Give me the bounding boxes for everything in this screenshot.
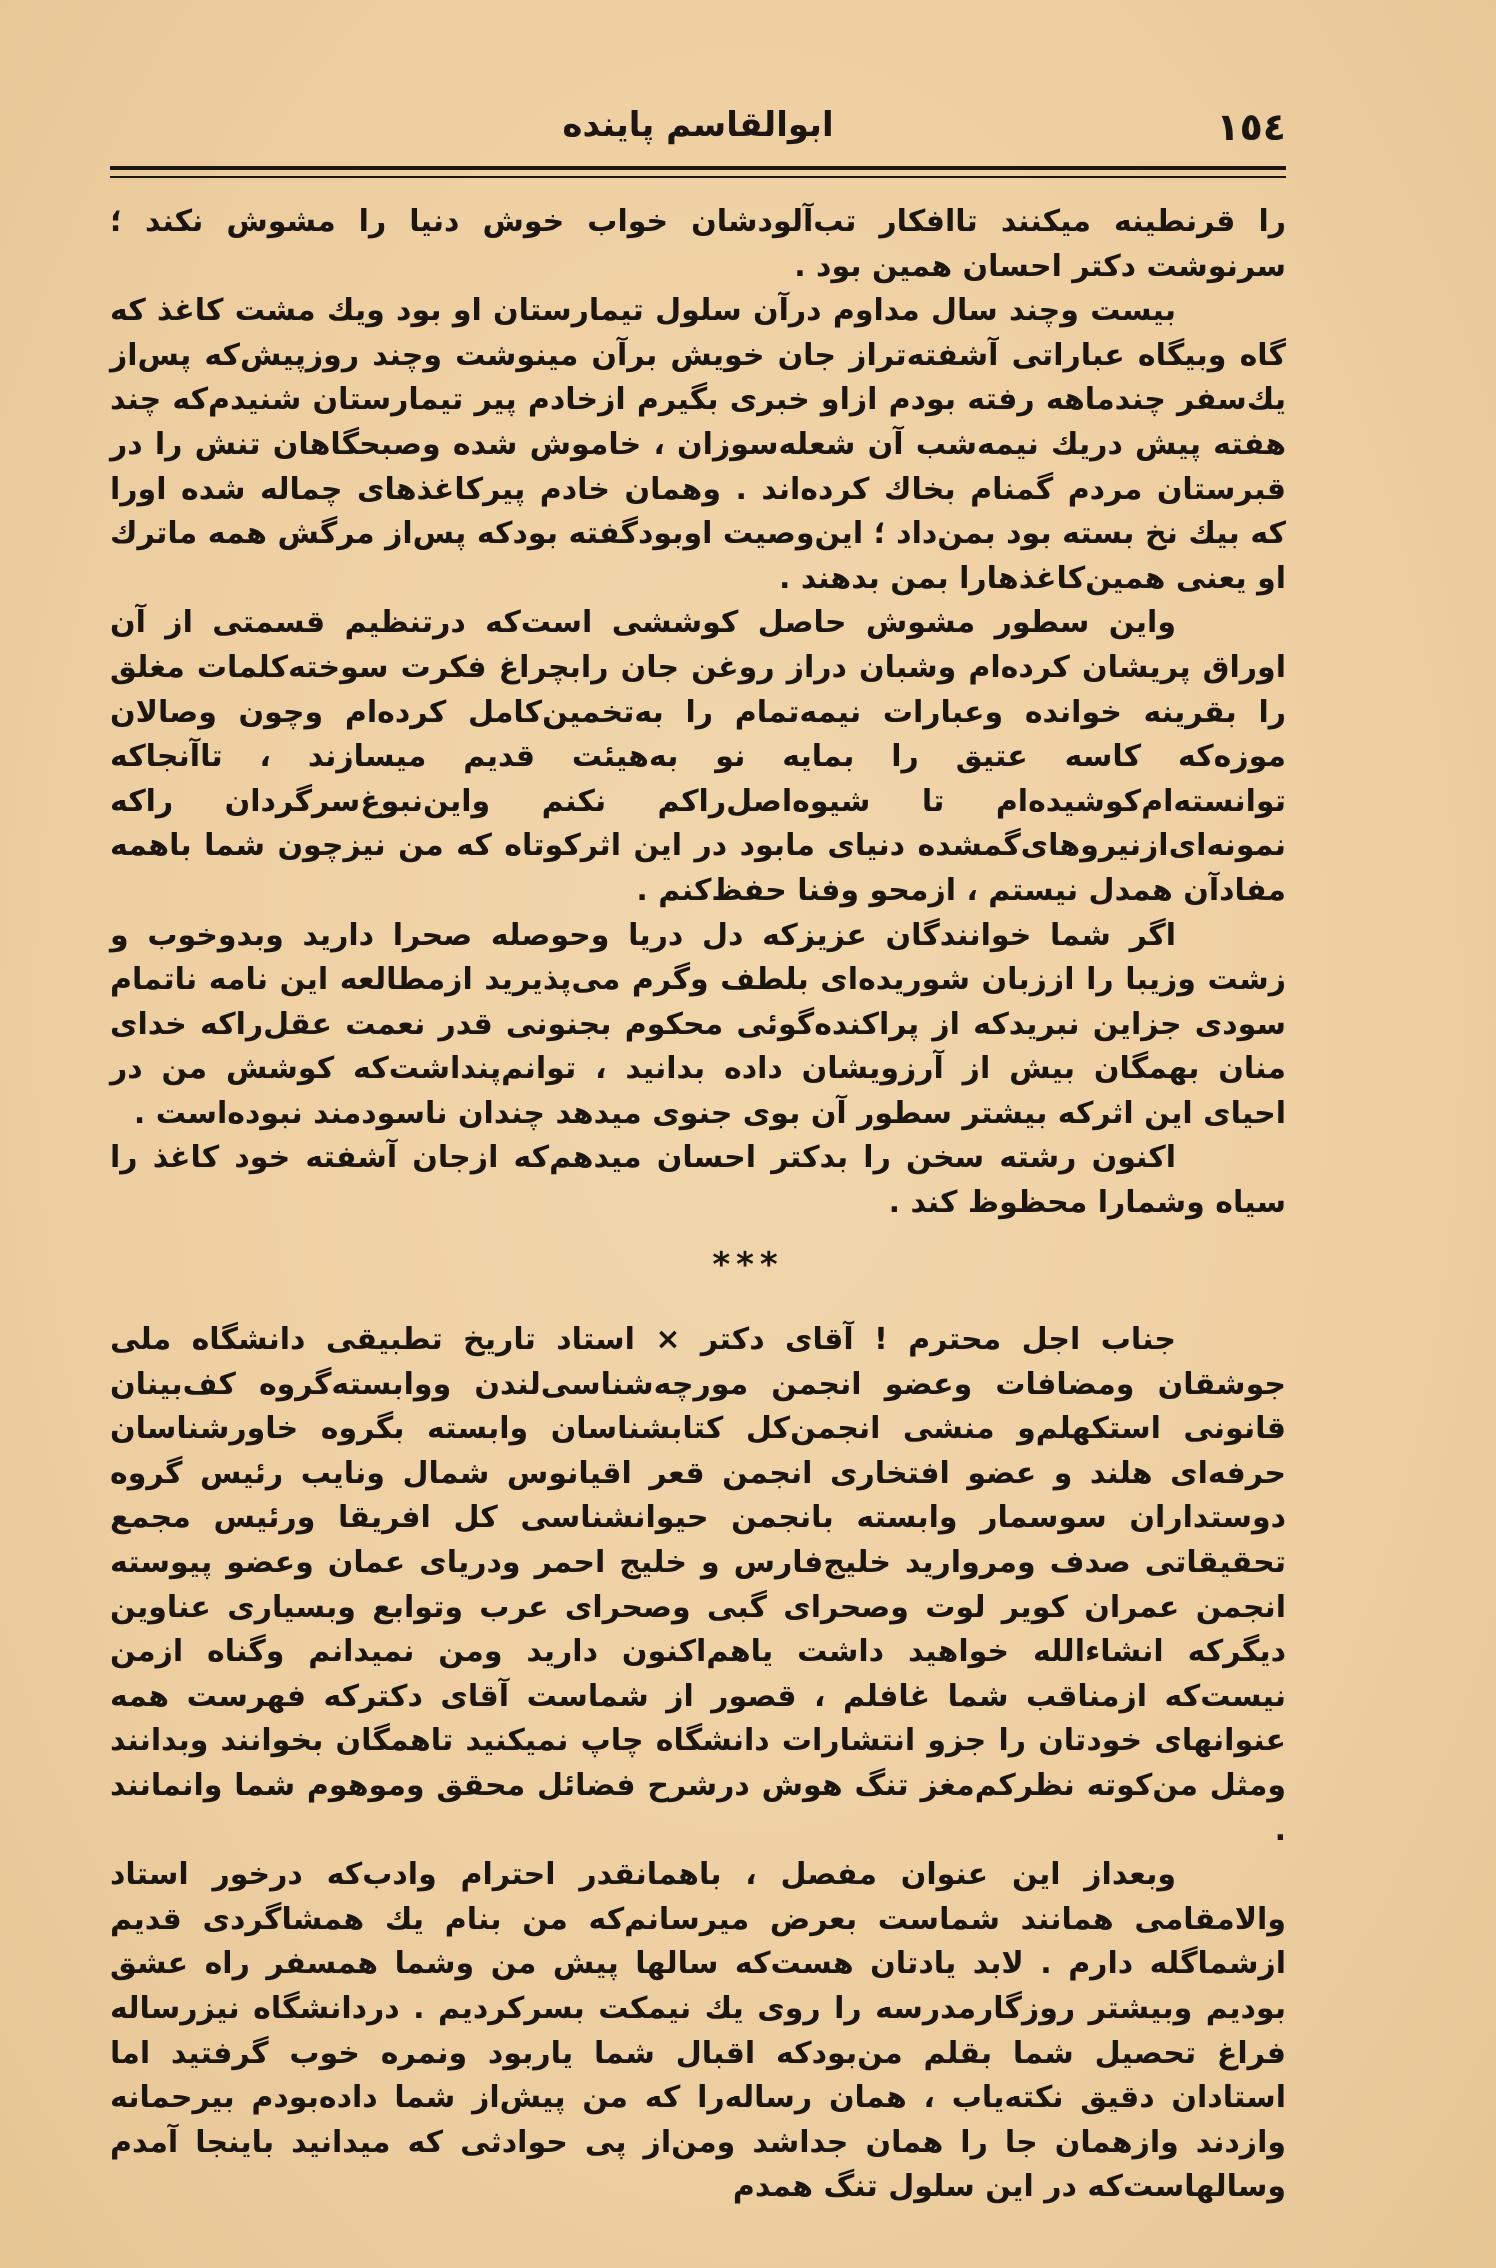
paragraph: را قرنطینه میکنند تاافکار تب‌آلودشان خواب خوش دنیا را مشوش نکند ؛ سرنوشت دکتر احسان همین بود . [110, 204, 1286, 284]
paragraph: جناب اجل محترم ! آقای دکتر × استاد تاریخ تطبیقی دانشگاه ملی جوشقان ومضافات وعضو انجمن مورچه‌شناسی‌لندن ووابسته‌گروه کف‌بینان قانونی استکهلم‌و منشی انجمن‌کل کتابشناسان وابسته بگروه خاورشناسان حرفه‌ای هلند و عضو افتخاری انجمن قعر اقیانوس شمال ونایب رئیس گروه دوستداران سوسمار وابسته بانجمن حیوانشناسی کل افریقا ورئیس مجمع تحقیقاتی صدف ومروارید خلیج‌فارس و خلیج احمر ودریای عمان وعضو پیوسته انجمن عمران کویر لوت وصحرای گبی وصحرای عرب وتوابع وبسیاری عناوین دیگرکه انشاءالله خواهید داشت یاهم‌اکنون دارید ومن نمیدانم وگناه ازمن نیست‌که ازمناقب شما غافلم ، قصور از شماست آقای دکترکه فهرست همه عنوانهای خودتان را جزو انتشارات دانشگاه چاپ نمیکنید تاهمگان بخوانند وبدانند ومثل من‌کوته نظرکم‌مغز تنگ هوش درشرح فضائل محقق وموهوم شما وانمانند . [110, 1322, 1286, 1848]
paragraph: وبعداز این عنوان مفصل ، باهمانقدر احترام وادب‌که درخور استاد والامقامی همانند شماست بعرض میرسانم‌که من بنام يك همشاگردی قدیم ازشماگله دارم . لابد یادتان هست‌که سالها پیش من وشما همسفر راه عشق بودیم وبیشتر روزگارمدرسه را روی يك نیمکت بسرکردیم . دردانشگاه نیزرساله فراغ تحصیل شما بقلم من‌بودکه اقبال شما یاربود ونمره خوب گرفتید اما استادان دقیق نکته‌یاب ، همان رساله‌را که من پیش‌از شما داده‌بودم بیرحمانه وازدند وازهمان جا را همان جداشد ومن‌از پی حوادثی که میدانید باینجا آمدم وسالهاست‌که در این سلول تنگ همدم [110, 1857, 1286, 2205]
paragraph: اگر شما خوانندگان عزیزکه دل دریا وحوصله صحرا دارید وبدوخوب و زشت وزیبا را اززبان شوریده‌ای بلطف وگرم می‌پذیرید ازمطالعه این نامه ناتمام سودی جزاین نبریدکه از پراکنده‌گوئی محکوم بجنونی قدر نعمت عقل‌راکه خدای منان بهمگان بیش از آرزویشان داده بدانید ، توانم‌پنداشت‌که کوشش من در احیای این اثرکه بیشتر سطور آن بوی جنوی میدهد چندان ناسودمند نبوده‌است . [110, 917, 1286, 1131]
paragraph: واین سطور مشوش حاصل کوششی است‌که درتنظیم قسمتی از آن اوراق پریشان کرده‌ام وشبان دراز روغن جان رابچراغ فکرت سوخته‌کلمات مغلق را بقرینه خوانده وعبارات نیمه‌تمام را به‌تخمین‌کامل کرده‌ام وچون وصالان موزه‌که کاسه عتیق را بمایه نو به‌هیئت قدیم میسازند ، تاآنجاکه توانسته‌ام‌کوشیده‌ام تا شیوه‌اصل‌راکم نکنم واین‌نبوغ‌سرگردان راکه نمونه‌ای‌ازنیروهای‌گمشده دنیای مابود در این اثرکوتاه که من نیزچون شما باهمه مفادآن همدل نیستم ، ازمحو وفنا حفظ‌کنم . [110, 605, 1286, 908]
text-section-2 [110, 1318, 1286, 2210]
running-title: ابوالقاسم پاینده [562, 105, 834, 145]
header-rule-thin [110, 176, 1286, 178]
header-rule-thick [110, 166, 1286, 170]
text-section-1 [110, 200, 1286, 1226]
paragraph: بیست وچند سال مداوم درآن سلول تیمارستان او بود ویك مشت کاغذ که گاه وبیگاه عباراتی آشفته‌تراز جان خویش برآن مینوشت وچند روزپیش‌که پس‌از يك‌سفر چندماهه رفته بودم ازاو خبری بگیرم ازخادم پیر تیمارستان شنیدم‌که چند هفته پیش دریك نیمه‌شب آن شعله‌سوزان ، خاموش شده وصبحگاهان تنش را در قبرستان مردم گمنام بخاك کرده‌اند . وهمان خادم پیرکاغذهای چماله شده اورا که بیك نخ بسته بود بمن‌داد ؛ این‌وصیت اوبودگفته بودکه پس‌از مرگش همه ماترك او یعنی همین‌کاغذهارا بمن بدهند . [110, 293, 1286, 596]
section-separator: *** [712, 1245, 784, 1285]
paragraph: اکنون رشته سخن را بدکتر احسان میدهم‌که ازجان آشفته خود کاغذ را سیاه وشمارا محظوظ کند . [110, 1140, 1286, 1221]
page-header [110, 95, 1286, 155]
page-number: ١٥٤ [1216, 105, 1286, 149]
